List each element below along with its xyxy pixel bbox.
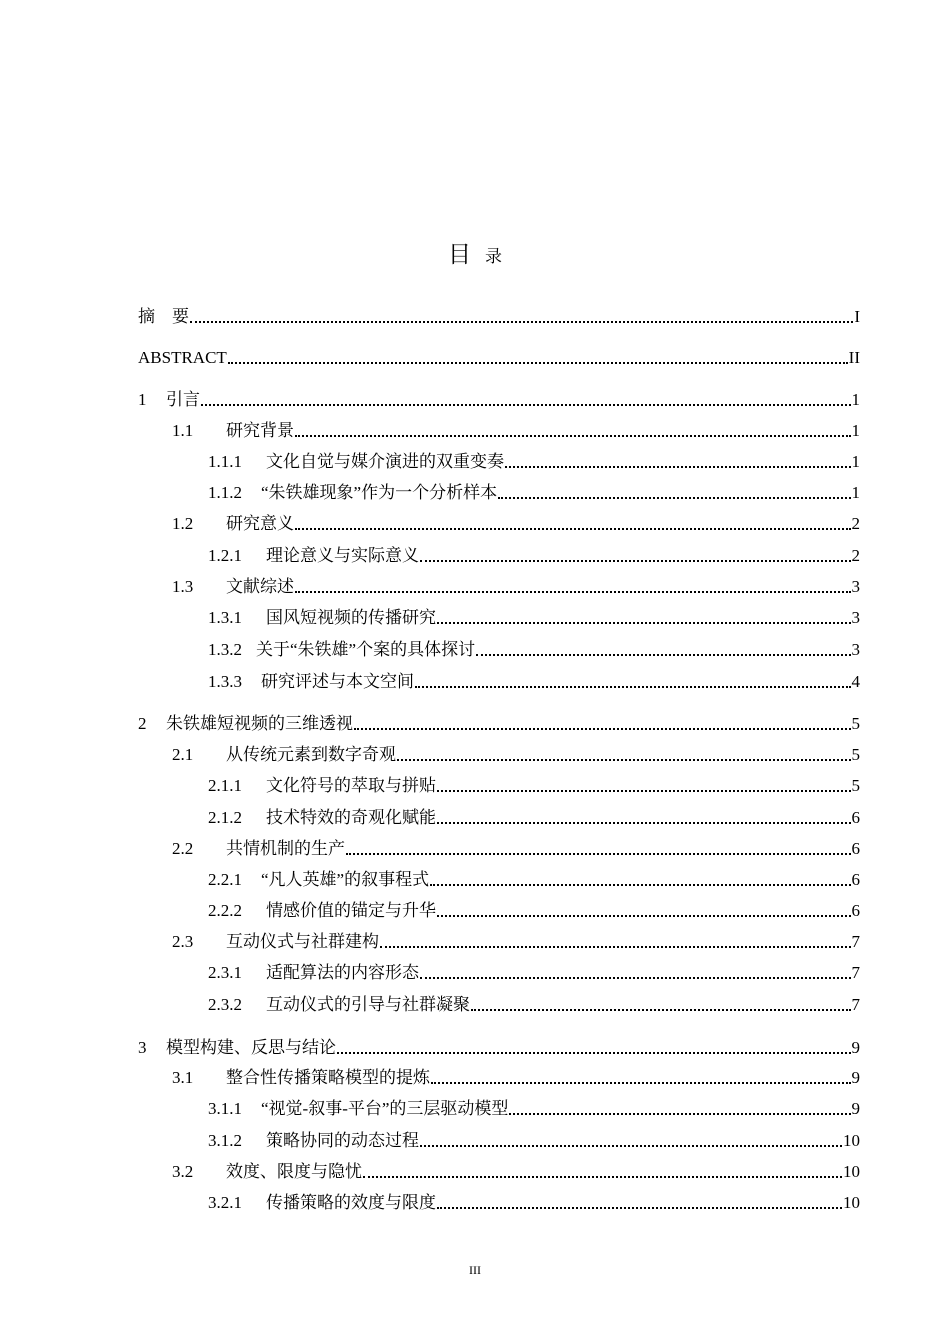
toc-entry-page: 6 xyxy=(851,839,860,858)
toc-entry-label: 文献综述 xyxy=(226,577,294,596)
toc-entry-page: 5 xyxy=(851,776,860,795)
toc-entry-label: “视觉-叙事-平台”的三层驱动模型 xyxy=(261,1099,509,1118)
toc-entry-label: 关于“朱铁雄”个案的具体探讨 xyxy=(256,640,476,659)
toc-entry-number: 2.3 xyxy=(172,932,194,951)
toc-entry-abstract-cn[interactable] xyxy=(138,306,860,328)
toc-entry-label: 引言 xyxy=(166,390,200,410)
dot-leader xyxy=(430,884,850,886)
toc-entry-number: 1.1.2 xyxy=(208,483,242,502)
toc-entry-subsection[interactable] xyxy=(208,671,860,693)
toc-entry-page: I xyxy=(854,307,860,326)
toc-entry-number: 1.3.3 xyxy=(208,672,242,691)
toc-entry-number: 3.2.1 xyxy=(208,1193,242,1212)
dot-leader xyxy=(337,1052,851,1054)
toc-entry-number: 1.1.1 xyxy=(208,452,242,471)
toc-entry-label: 文化符号的萃取与拼贴 xyxy=(266,776,436,795)
dot-leader xyxy=(498,497,850,499)
toc-entry-page: 10 xyxy=(843,1131,860,1150)
toc-entry-page: 2 xyxy=(851,546,860,565)
dot-leader xyxy=(380,946,851,948)
dot-leader xyxy=(431,1082,851,1084)
dot-leader xyxy=(420,560,851,562)
toc-entry-chapter-3[interactable] xyxy=(138,1037,860,1059)
toc-entry-number: 1.2.1 xyxy=(208,546,242,565)
toc-entry-page: 9 xyxy=(851,1038,860,1057)
dot-leader xyxy=(437,915,851,917)
dot-leader xyxy=(437,622,851,624)
toc-entry-subsection[interactable] xyxy=(208,807,860,829)
toc-entry-label: 整合性传播策略模型的提炼 xyxy=(226,1068,430,1087)
toc-entry-page: 6 xyxy=(851,808,860,827)
toc-entry-label: 互动仪式的引导与社群凝聚 xyxy=(266,995,470,1014)
toc-entry-subsection[interactable] xyxy=(208,1098,860,1120)
toc-entry-label: 研究意义 xyxy=(226,514,294,533)
toc-entry-subsection[interactable] xyxy=(208,639,860,661)
toc-entry-page: 7 xyxy=(851,995,860,1014)
toc-entry-page: 4 xyxy=(851,672,860,691)
toc-entry-number: 1.2 xyxy=(172,514,194,533)
toc-entry-number: 1.3.1 xyxy=(208,608,242,627)
toc-entry-page: 6 xyxy=(851,901,860,920)
toc-entry-section[interactable] xyxy=(172,513,860,535)
toc-entry-subsection[interactable] xyxy=(208,607,860,629)
toc-entry-page: 10 xyxy=(843,1193,860,1212)
dot-leader xyxy=(471,1009,851,1011)
dot-leader xyxy=(201,404,851,406)
toc-entry-label: 互动仪式与社群建构 xyxy=(226,932,379,951)
toc-entry-subsection[interactable] xyxy=(208,994,860,1016)
toc-entry-page: 1 xyxy=(851,421,860,440)
toc-entry-page: 9 xyxy=(851,1068,860,1087)
toc-entry-section[interactable] xyxy=(172,931,860,953)
toc-entry-number: 2 xyxy=(138,714,147,733)
toc-entry-number: 1 xyxy=(138,390,147,409)
toc-entry-page: 3 xyxy=(851,577,860,596)
toc-entry-label: 传播策略的效度与限度 xyxy=(266,1193,436,1212)
toc-entry-number: 1.3 xyxy=(172,577,194,596)
toc-entry-subsection[interactable] xyxy=(208,869,860,891)
toc-entry-number: 2.3.2 xyxy=(208,995,242,1014)
toc-title-secondary: 录 xyxy=(485,247,502,267)
toc-entry-number: 3.1.2 xyxy=(208,1131,242,1150)
toc-entry-label: 模型构建、反思与结论 xyxy=(166,1038,336,1058)
dot-leader xyxy=(346,853,851,855)
dot-leader xyxy=(190,321,853,323)
toc-entry-section[interactable] xyxy=(172,838,860,860)
toc-entry-label: 效度、限度与隐忧 xyxy=(226,1162,362,1181)
dot-leader xyxy=(397,759,851,761)
toc-entry-page: 5 xyxy=(851,745,860,764)
toc-entry-page: 2 xyxy=(851,514,860,533)
toc-entry-number: 2.3.1 xyxy=(208,963,242,982)
dot-leader xyxy=(295,528,851,530)
toc-entry-label: 共情机制的生产 xyxy=(226,839,345,858)
toc-entry-page: 5 xyxy=(851,714,860,733)
dot-leader xyxy=(509,1113,850,1115)
toc-entry-label: ABSTRACT xyxy=(138,348,227,367)
toc-entry-label: “凡人英雄”的叙事程式 xyxy=(261,870,430,889)
toc-entry-number: 3.1.1 xyxy=(208,1099,242,1118)
toc-entry-label: 国风短视频的传播研究 xyxy=(266,608,436,627)
toc-entry-subsection[interactable] xyxy=(208,1192,860,1214)
toc-entry-number: 2.2.1 xyxy=(208,870,242,889)
toc-entry-number: 2.2.2 xyxy=(208,901,242,920)
toc-entry-number: 2.2 xyxy=(172,839,194,858)
dot-leader xyxy=(437,1207,842,1209)
toc-entry-label: 情感价值的锚定与升华 xyxy=(266,901,436,920)
toc-entry-page: II xyxy=(848,348,860,367)
toc-entry-subsection[interactable] xyxy=(208,1130,860,1152)
dot-leader xyxy=(420,1145,842,1147)
toc-entry-page: 1 xyxy=(851,483,860,502)
toc-entry-abstract-en[interactable] xyxy=(138,347,860,369)
toc-title xyxy=(0,236,950,269)
toc-entry-label: 策略协同的动态过程 xyxy=(266,1131,419,1150)
toc-entry-label: 朱铁雄短视频的三维透视 xyxy=(166,714,353,734)
toc-entry-label: 研究背景 xyxy=(226,421,294,440)
toc-entry-subsection[interactable] xyxy=(208,962,860,984)
dot-leader xyxy=(228,362,848,364)
toc-entry-number: 2.1 xyxy=(172,745,194,764)
toc-entry-label: 理论意义与实际意义 xyxy=(266,546,419,565)
toc-entry-subsection[interactable] xyxy=(208,482,860,504)
toc-entry-page: 6 xyxy=(851,870,860,889)
dot-leader xyxy=(295,591,851,593)
toc-entry-section[interactable] xyxy=(172,1067,860,1089)
toc-entry-label: 摘 要 xyxy=(138,307,189,327)
toc-title-main: 目 xyxy=(448,242,471,268)
toc-entry-subsection[interactable] xyxy=(208,451,860,473)
dot-leader xyxy=(505,466,851,468)
toc-entry-page: 1 xyxy=(851,390,860,409)
toc-entry-page: 10 xyxy=(843,1162,860,1181)
toc-entry-page: 1 xyxy=(851,452,860,471)
toc-entry-subsection[interactable] xyxy=(208,545,860,567)
toc-entry-number: 2.1.1 xyxy=(208,776,242,795)
toc-entry-chapter-1[interactable] xyxy=(138,389,860,411)
toc-entry-label: 文化自觉与媒介演进的双重变奏 xyxy=(266,452,504,471)
toc-entry-page: 9 xyxy=(851,1099,860,1118)
toc-entry-label: 研究评述与本文空间 xyxy=(261,672,414,691)
dot-leader xyxy=(295,435,851,437)
toc-entry-label: “朱铁雄现象”作为一个分析样本 xyxy=(261,483,498,502)
toc-entry-page: 7 xyxy=(851,932,860,951)
dot-leader xyxy=(354,728,851,730)
dot-leader xyxy=(363,1176,842,1178)
toc-entry-page: 3 xyxy=(851,640,860,659)
toc-entry-page: 3 xyxy=(851,608,860,627)
toc-entry-label: 技术特效的奇观化赋能 xyxy=(266,808,436,827)
toc-entry-subsection[interactable] xyxy=(208,900,860,922)
dot-leader xyxy=(420,977,851,979)
toc-entry-number: 1.3.2 xyxy=(208,640,242,659)
toc-entry-chapter-2[interactable] xyxy=(138,713,860,735)
toc-entry-section[interactable] xyxy=(172,744,860,766)
toc-entry-label: 从传统元素到数字奇观 xyxy=(226,745,396,764)
dot-leader xyxy=(437,822,851,824)
toc-entry-section[interactable] xyxy=(172,420,860,442)
toc-entry-label: 适配算法的内容形态 xyxy=(266,963,419,982)
dot-leader xyxy=(415,686,851,688)
toc-entry-number: 2.1.2 xyxy=(208,808,242,827)
toc-entry-number: 3 xyxy=(138,1038,147,1057)
dot-leader xyxy=(476,654,850,656)
page-number: III xyxy=(469,1263,481,1277)
toc-entry-number: 3.1 xyxy=(172,1068,194,1087)
toc-entry-section[interactable] xyxy=(172,576,860,598)
toc-entry-subsection[interactable] xyxy=(208,775,860,797)
toc-entry-section[interactable] xyxy=(172,1161,860,1183)
toc-entry-page: 7 xyxy=(851,963,860,982)
toc-entry-number: 1.1 xyxy=(172,421,194,440)
toc-entry-number: 3.2 xyxy=(172,1162,194,1181)
dot-leader xyxy=(437,790,851,792)
